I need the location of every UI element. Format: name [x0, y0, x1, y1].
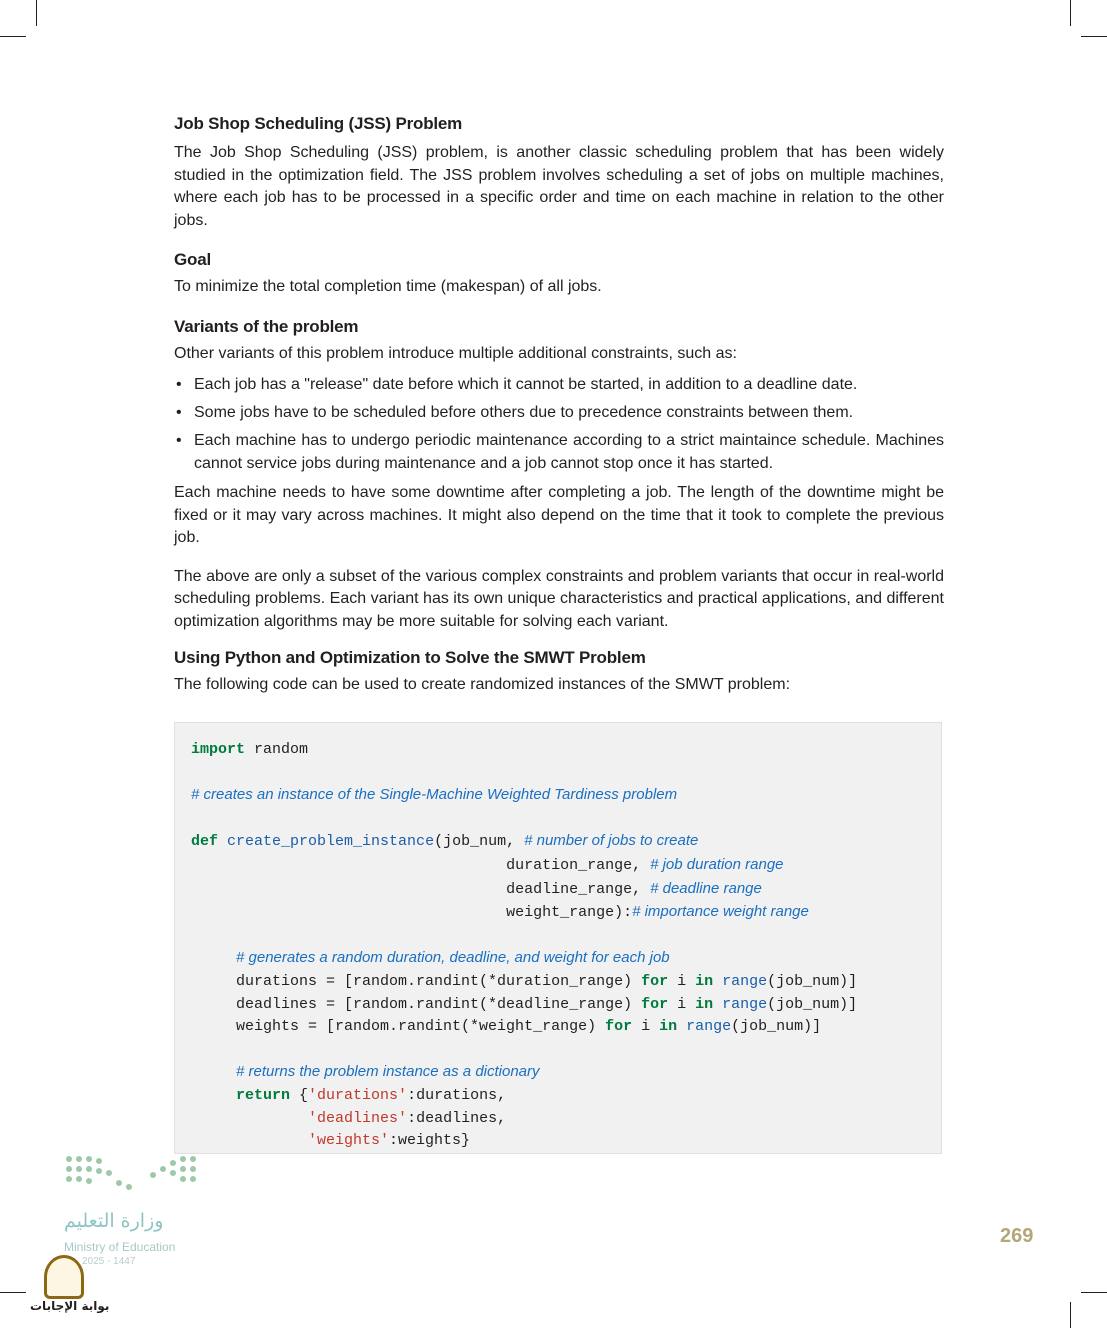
code-keyword: in — [659, 1018, 678, 1036]
logo-arabic: وزارة التعليم — [64, 1210, 164, 1232]
code-keyword: in — [695, 995, 714, 1013]
summary-text: The above are only a subset of the various complex constraints and problem variants that occur in real-world scheduling problems. Each variant has its own unique characteristics and practical applications, and different optimization algorithms may be more suitable for solving each variant. — [174, 567, 944, 630]
code-keyword: in — [695, 972, 714, 990]
page-content — [174, 112, 944, 697]
crop-mark — [36, 0, 37, 26]
crop-mark — [1081, 1292, 1107, 1293]
code-token: { — [290, 1086, 309, 1104]
code-token: weights = [random.randint(*weight_range) — [236, 1018, 606, 1036]
code-token: i — [668, 972, 696, 990]
code-token: :durations, — [407, 1086, 507, 1104]
code-token: (job_num)] — [731, 1018, 822, 1036]
code-keyword: import — [191, 741, 246, 758]
code-keyword: return — [236, 1086, 291, 1104]
python-intro: The following code can be used to create randomized instances of the SMWT problem: — [174, 676, 791, 693]
code-string: 'deadlines' — [308, 1109, 408, 1127]
goal-heading: Goal — [174, 250, 211, 269]
code-keyword: for — [641, 995, 669, 1013]
variants-intro: Other variants of this problem introduce multiple additional constraints, such as: — [174, 344, 737, 362]
code-token: (job_num)] — [767, 995, 858, 1013]
code-comment: # importance weight range — [632, 903, 809, 921]
code-text — [191, 739, 857, 1153]
code-token: duration_range, — [506, 856, 651, 874]
code-function: create_problem_instance — [227, 833, 435, 851]
code-token: durations = [random.randint(*duration_range) — [236, 972, 642, 990]
code-token: (job_num, — [434, 833, 525, 851]
badge-label: بوابة الإجابات — [30, 1299, 110, 1313]
code-function: range — [722, 972, 768, 990]
code-comment: # returns the problem instance as a dictionary — [236, 1063, 540, 1081]
ministry-logo — [60, 1150, 210, 1270]
variants-heading: Variants of the problem — [174, 316, 359, 336]
code-block — [174, 722, 942, 1154]
code-comment: # number of jobs to create — [524, 832, 699, 850]
logo-year: 2025 - 1447 — [82, 1256, 136, 1267]
python-heading: Using Python and Optimization to Solve the SMWT Problem — [174, 648, 646, 667]
page-number: 269 — [1000, 1225, 1034, 1247]
code-keyword: for — [605, 1018, 633, 1036]
list-item: • Some jobs have to be scheduled before others due to precedence constraints between them. — [174, 401, 944, 424]
jss-heading: Job Shop Scheduling (JSS) Problem — [174, 114, 463, 133]
crop-mark — [1070, 0, 1071, 26]
downtime-text: Each machine needs to have some downtime after completing a job. The length of the downtime might be fixed or it may vary across machines. It might also depend on the time that it took to complete the previous job. — [174, 484, 944, 546]
code-comment: # deadline range — [650, 879, 762, 897]
crop-mark — [1081, 36, 1107, 37]
code-string: 'durations' — [308, 1086, 408, 1104]
logo-english: Ministry of Education — [64, 1240, 176, 1254]
code-string: 'weights' — [308, 1132, 390, 1150]
code-comment: # creates an instance of the Single-Machine Weighted Tardiness problem — [191, 786, 678, 804]
variants-list — [174, 373, 944, 475]
jss-intro: The Job Shop Scheduling (JSS) problem, is another classic scheduling problem that has been widely studied in the optimization field. The JSS problem involves scheduling a set of jobs on multiple machines, where each job has to be processed in a specific order and time on each machine in relation to the other jobs. — [174, 144, 944, 229]
crop-mark — [1070, 1302, 1071, 1328]
code-token: (job_num)] — [767, 972, 858, 990]
code-token: :deadlines, — [407, 1109, 507, 1127]
code-token: deadlines = [random.randint(*deadline_range) — [236, 995, 642, 1013]
code-token: deadline_range, — [506, 880, 651, 898]
code-comment: # generates a random duration, deadline, and weight for each job — [236, 949, 670, 967]
code-token: i — [632, 1018, 660, 1036]
code-function: range — [722, 995, 768, 1013]
code-token: weight_range): — [506, 904, 633, 922]
list-item: • Each machine has to undergo periodic maintenance according to a strict maintaince schedule. Machines cannot service jobs during maintenance and a job cannot stop once it has started. — [174, 429, 944, 475]
code-token: random — [245, 741, 309, 758]
code-token: i — [668, 995, 696, 1013]
list-item: • Each job has a "release" date before which it cannot be started, in addition to a deadline date. — [174, 373, 944, 396]
code-keyword: def — [191, 833, 219, 851]
goal-text: To minimize the total completion time (makespan) of all jobs. — [174, 278, 602, 295]
code-function: range — [686, 1018, 732, 1036]
code-keyword: for — [641, 972, 669, 990]
code-token: :weights} — [389, 1132, 471, 1150]
crop-mark — [0, 1292, 26, 1293]
crop-mark — [0, 36, 26, 37]
book-icon — [44, 1255, 84, 1299]
code-comment: # job duration range — [650, 855, 784, 873]
